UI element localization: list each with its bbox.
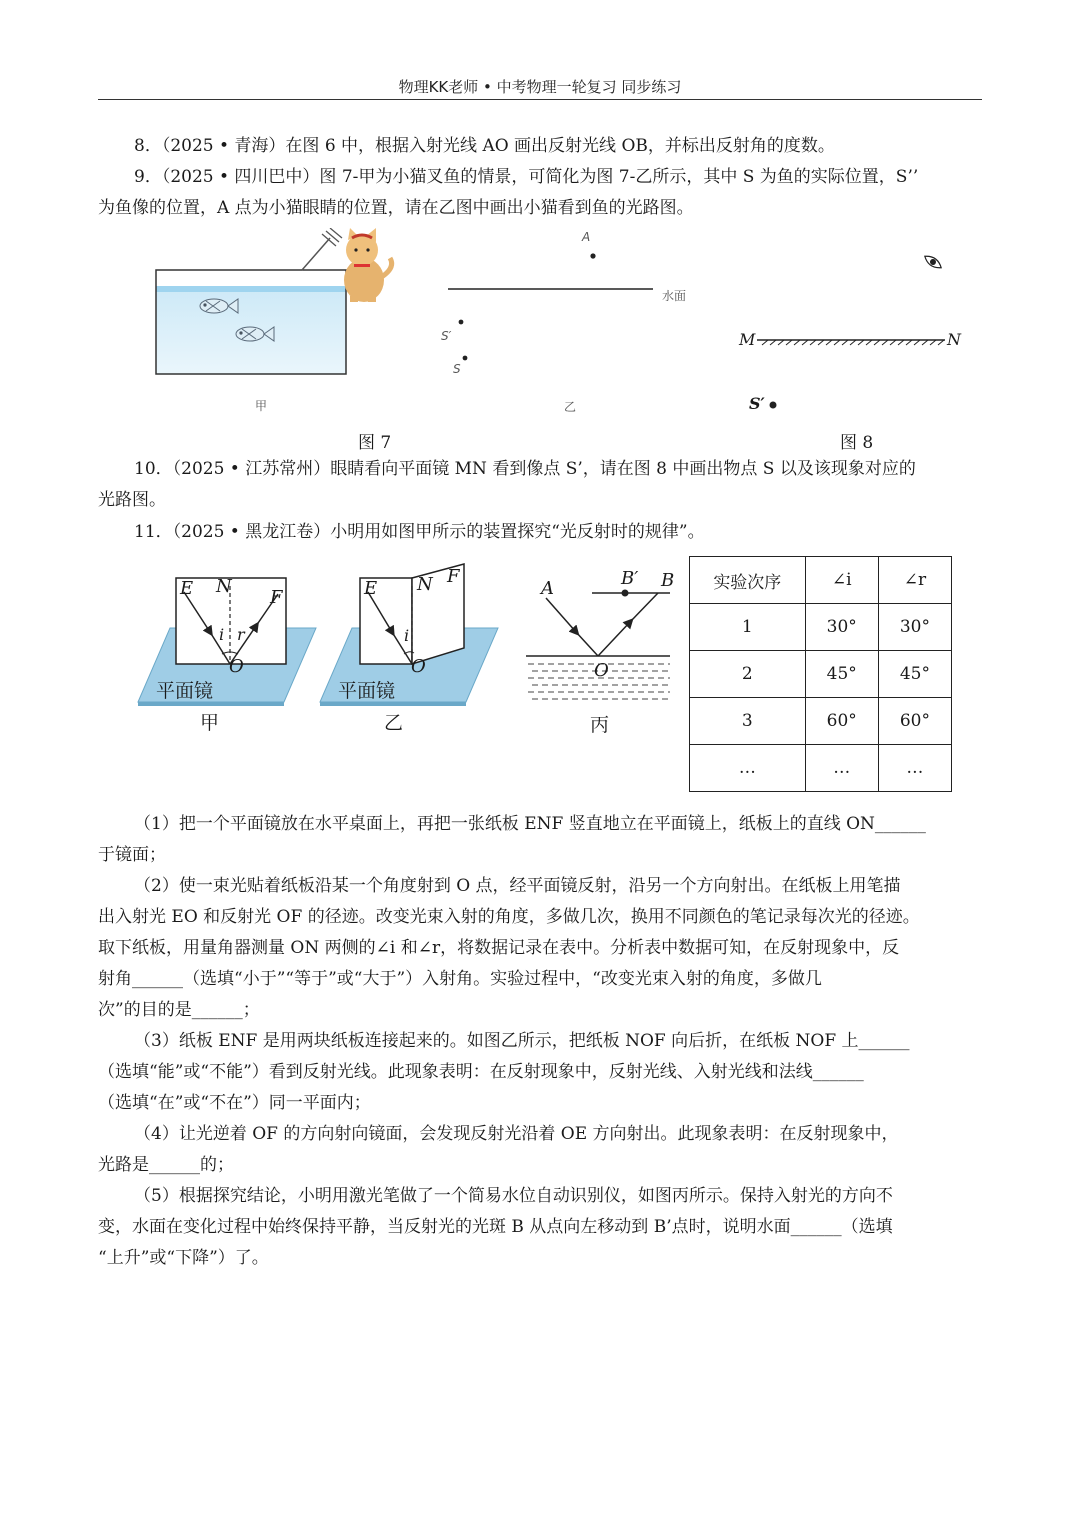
label-S-prime-fig8: S′ xyxy=(749,394,765,413)
label-fig7-jia: 甲 xyxy=(255,399,268,413)
cat-illustration xyxy=(344,228,392,302)
part-1-line-2: 于镜面； xyxy=(98,845,166,865)
point-S-dot xyxy=(463,356,468,361)
fig11-jia-O: O xyxy=(229,656,244,677)
question-9-line-1: 9．（2025 • 四川巴中）图 7-甲为小猫叉鱼的情景，可简化为图 7-乙所示，其中 S 为鱼的实际位置，S’’ xyxy=(134,167,919,187)
fig11-yi-E: E xyxy=(364,578,378,599)
part-3-line-1: （3）纸板 ENF 是用两块纸板连接起来的。如图乙所示，把纸板 NOF 向后折，在纸板 NOF 上______ xyxy=(134,1031,910,1051)
fig11-jia-E: E xyxy=(180,578,194,599)
fig7-jia-tank xyxy=(156,228,392,374)
question-8: 8．（2025 • 青海）在图 6 中，根据入射光线 AO 画出反射光线 OB，并标出反射角的度数。 xyxy=(134,136,835,156)
point-A-dot xyxy=(590,253,595,258)
table-header-cell: ∠i xyxy=(805,557,878,604)
label-N: N xyxy=(947,330,961,349)
image-point-dot xyxy=(770,402,777,409)
table-row xyxy=(690,745,952,792)
part-3-line-3: （选填“在”或“不在”）同一平面内； xyxy=(98,1093,371,1113)
part-4-line-2: 光路是______的； xyxy=(98,1155,234,1175)
fig11-bing xyxy=(526,590,670,700)
caption-figure-7: 图 7 xyxy=(358,433,392,453)
point-S-prime-dot xyxy=(459,320,464,325)
question-10-line-2: 光路图。 xyxy=(98,490,166,510)
label-S-prime: S′ xyxy=(441,329,452,343)
part-2-line-5: 次”的目的是______； xyxy=(98,1000,260,1020)
part-2-line-2: 出入射光 EO 和反射光 OF 的径迹。改变光束入射的角度，多做几次，换用不同颜色的笔记录每次光的径迹。 xyxy=(98,907,920,927)
fig11-bing-label: 丙 xyxy=(590,714,610,736)
label-S: S xyxy=(453,362,461,376)
data-table xyxy=(689,556,952,792)
table-cell: 2 xyxy=(690,651,806,698)
part-1-line-1: （1）把一个平面镜放在水平桌面上，再把一张纸板 ENF 竖直地立在平面镜上，纸板上的直线 ON______ xyxy=(134,814,926,834)
table-row xyxy=(690,604,952,651)
part-5-line-2: 变，水面在变化过程中始终保持平静，当反射光的光斑 B 从点向左移动到 B’点时，说明水面______（选填 xyxy=(98,1217,893,1237)
table-cell: … xyxy=(690,745,806,792)
table-cell: 30° xyxy=(805,604,878,651)
fig7-yi-diagram xyxy=(448,253,653,360)
fig11-bing-A: A xyxy=(541,578,554,599)
part-2-line-4: 射角______（选填“小于”“等于”或“大于”）入射角。实验过程中，“改变光束入射的角度，多做几 xyxy=(98,969,822,989)
label-water-surface: 水面 xyxy=(662,289,687,303)
table-cell: 45° xyxy=(805,651,878,698)
page-header: 物理KK老师 • 中考物理一轮复习 同步练习 xyxy=(398,78,682,96)
fig11-jia-N: N xyxy=(216,576,232,597)
caption-figure-8: 图 8 xyxy=(840,433,874,453)
header-rule xyxy=(98,99,982,100)
fig11-yi-N: N xyxy=(417,574,433,595)
fig11-jia-F: F xyxy=(270,587,283,608)
table-cell: … xyxy=(878,745,951,792)
table-cell: … xyxy=(805,745,878,792)
fig11-bing-B-prime: B′ xyxy=(621,568,639,589)
fig11-yi-i: i xyxy=(404,626,410,645)
question-10-line-1: 10．（2025 • 江苏常州）眼睛看向平面镜 MN 看到像点 S’，请在图 8 中画出物点 S 以及该现象对应的 xyxy=(134,459,916,479)
table-header-row xyxy=(690,557,952,604)
part-4-line-1: （4）让光逆着 OF 的方向射向镜面，会发现反射光沿着 OE 方向射出。此现象表明：在反射现象中， xyxy=(134,1124,899,1144)
table-cell: 60° xyxy=(805,698,878,745)
fig11-yi-O: O xyxy=(411,656,426,677)
fig11-bing-B: B xyxy=(661,570,675,591)
fig11-jia-i: i xyxy=(219,625,225,644)
table-row xyxy=(690,698,952,745)
fig11-jia-mirror: 平面镜 xyxy=(156,680,214,702)
table-cell: 3 xyxy=(690,698,806,745)
table-cell: 1 xyxy=(690,604,806,651)
table-cell: 30° xyxy=(878,604,951,651)
fig11-bing-O: O xyxy=(594,660,609,681)
fig11-jia-label: 甲 xyxy=(200,712,220,734)
table-row xyxy=(690,651,952,698)
fig11-yi-mirror: 平面镜 xyxy=(338,680,396,702)
part-2-line-1: （2）使一束光贴着纸板沿某一个角度射到 O 点，经平面镜反射，沿另一个方向射出。在纸板上用笔描 xyxy=(134,876,901,896)
fig11-yi-F: F xyxy=(447,566,460,587)
fig8-diagram xyxy=(757,253,945,409)
part-2-line-3: 取下纸板，用量角器测量 ON 两侧的∠i 和∠r，将数据记录在表中。分析表中数据可知，在反射现象中，反 xyxy=(98,938,900,958)
part-5-line-3: “上升”或“下降”）了。 xyxy=(98,1248,269,1268)
fig11-yi-label: 乙 xyxy=(384,712,404,734)
question-11: 11．（2025 • 黑龙江卷）小明用如图甲所示的装置探究“光反射时的规律”。 xyxy=(134,522,705,542)
table-header-cell: ∠r xyxy=(878,557,951,604)
part-3-line-2: （选填“能”或“不能”）看到反射光线。此现象表明：在反射现象中，反射光线、入射光线和法线______ xyxy=(98,1062,864,1082)
table-cell: 45° xyxy=(878,651,951,698)
table-cell: 60° xyxy=(878,698,951,745)
figure-7-8-graphics xyxy=(140,228,980,424)
part-5-line-1: （5）根据探究结论，小明用激光笔做了一个简易水位自动识别仪，如图丙所示。保持入射光的方向不 xyxy=(134,1186,893,1206)
eye-icon xyxy=(923,253,944,271)
label-fig7-yi: 乙 xyxy=(564,400,577,414)
fig11-jia-r: r xyxy=(237,625,245,644)
table-header-cell: 实验次序 xyxy=(690,557,806,604)
label-A: A xyxy=(582,230,591,244)
question-9-line-2: 为鱼像的位置，A 点为小猫眼睛的位置，请在乙图中画出小猫看到鱼的光路图。 xyxy=(98,198,694,218)
label-M: M xyxy=(739,330,756,349)
